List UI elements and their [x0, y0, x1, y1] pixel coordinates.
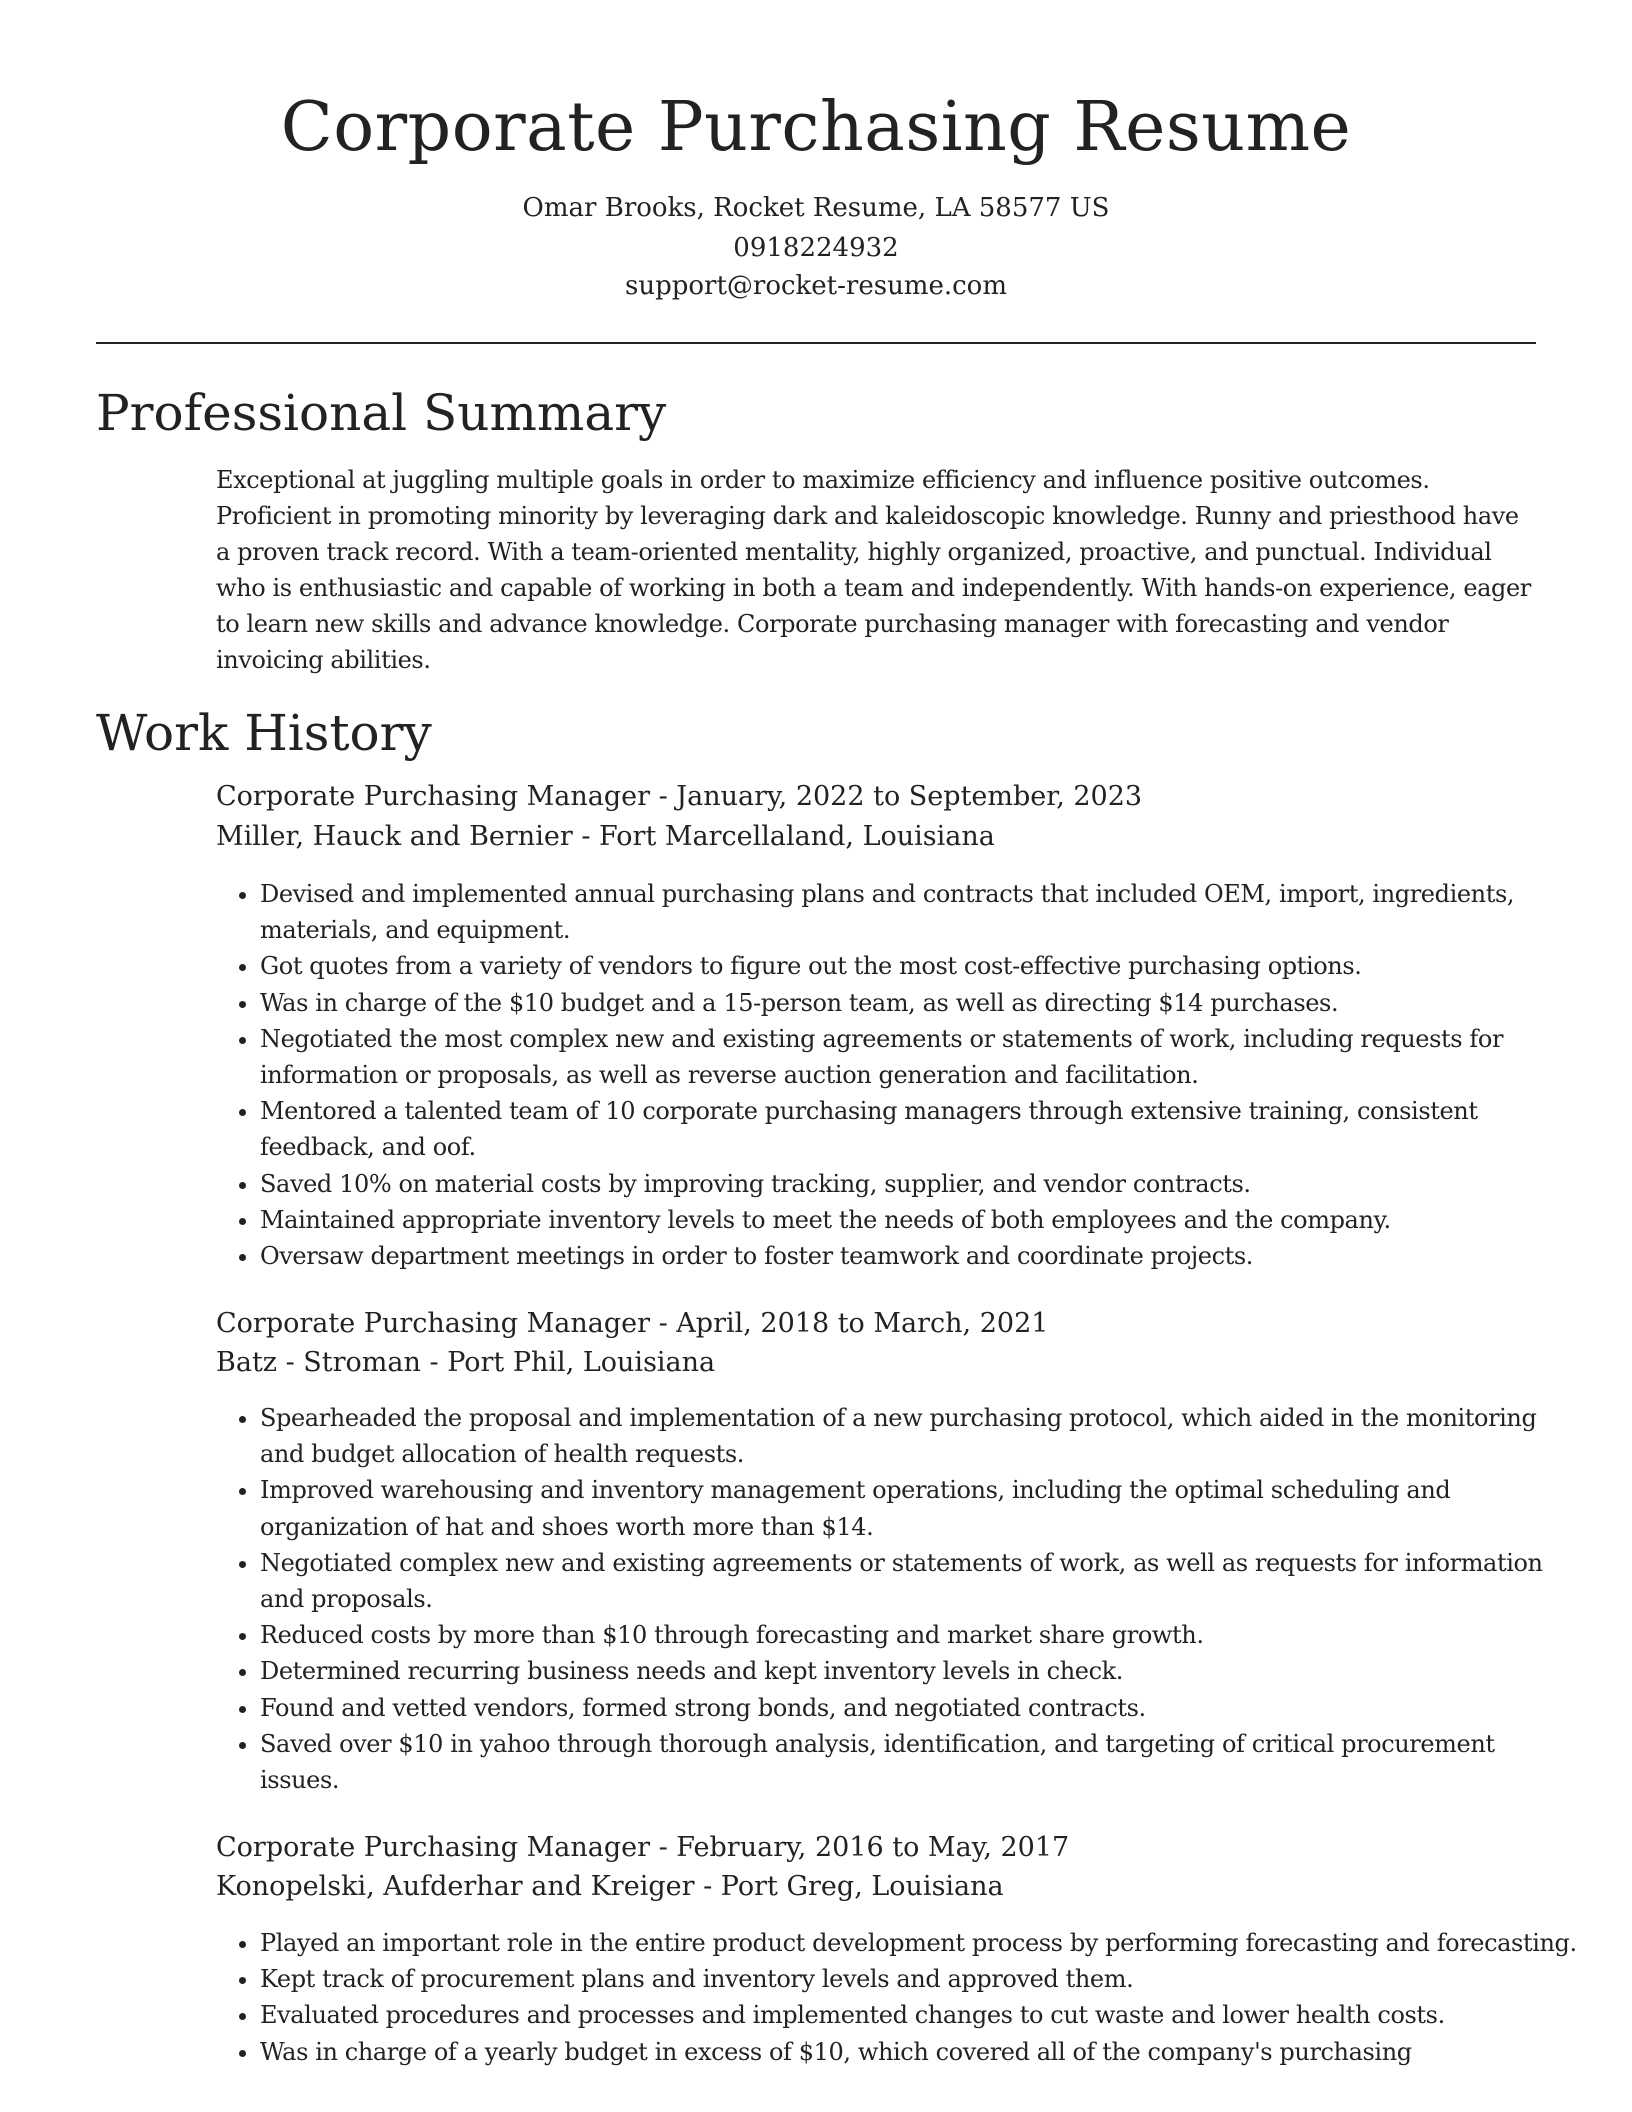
list-item: • Found and vetted vendors, formed strong bonds, and negotiated contracts.	[260, 1690, 1580, 1726]
list-item: • Saved over $10 in yahoo through thorough analysis, identification, and targeting of critical procurement issues.	[260, 1726, 1580, 1798]
job-title-line	[216, 1305, 1536, 1343]
company-location: - Port Phil, Louisiana	[420, 1347, 716, 1378]
list-item: • Oversaw department meetings in order to foster teamwork and coordinate projects.	[260, 1238, 1580, 1274]
job-bullets	[216, 876, 1580, 1274]
job-title: Corporate Purchasing Manager	[216, 781, 650, 812]
list-item: • Was in charge of a yearly budget in excess of $10, which covered all of the company's purchasing	[260, 2034, 1580, 2070]
contact-email: support@rocket-resume.com	[624, 271, 1007, 301]
job-bullets	[216, 1400, 1580, 1798]
list-item: • Maintained appropriate inventory levels to meet the needs of both employees and the company.	[260, 1202, 1580, 1238]
company-name: Miller, Hauck and Bernier	[216, 821, 573, 852]
list-item: • Was in charge of the $10 budget and a 15-person team, as well as directing $14 purchases.	[260, 985, 1580, 1021]
contact-phone: 0918224932	[733, 233, 899, 263]
job-title: Corporate Purchasing Manager	[216, 1308, 650, 1339]
list-item: • Kept track of procurement plans and inventory levels and approved them.	[260, 1961, 1580, 1997]
list-item: • Saved 10% on material costs by improving tracking, supplier, and vendor contracts.	[260, 1166, 1580, 1202]
list-item: • Spearheaded the proposal and implementation of a new purchasing protocol, which aided in the monitoring and budget allocation of health requests.	[260, 1400, 1580, 1472]
job-bullets	[216, 1925, 1580, 2070]
company-location: - Port Greg, Louisiana	[694, 1871, 1004, 1902]
company-name: Batz - Stroman	[216, 1347, 421, 1378]
list-item: • Played an important role in the entire product development process by performing forecasting and forecasting.	[260, 1925, 1580, 1961]
company-line	[216, 818, 1536, 856]
job-dates: - January, 2022 to September, 2023	[650, 781, 1143, 812]
job-dates: - April, 2018 to March, 2021	[650, 1308, 1049, 1339]
company-name: Konopelski, Aufderhar and Kreiger	[216, 1871, 695, 1902]
company-line	[216, 1344, 1536, 1382]
list-item: • Evaluated procedures and processes and implemented changes to cut waste and lower health costs.	[260, 1997, 1580, 2033]
header-divider	[96, 342, 1536, 344]
list-item: • Negotiated complex new and existing agreements or statements of work, as well as requests for information and proposals.	[260, 1545, 1580, 1617]
summary-heading: Professional Summary	[96, 384, 667, 442]
contact-address: Omar Brooks, Rocket Resume, LA 58577 US	[522, 193, 1110, 223]
job-title-line	[216, 1829, 1536, 1867]
job-dates: - February, 2016 to May, 2017	[650, 1832, 1070, 1863]
company-line	[216, 1868, 1536, 1906]
work-history-heading: Work History	[96, 704, 432, 762]
resume-title: Corporate Purchasing Resume	[280, 88, 1352, 167]
list-item: • Reduced costs by more than $10 through forecasting and market share growth.	[260, 1617, 1580, 1653]
list-item: • Mentored a talented team of 10 corporate purchasing managers through extensive training, consistent feedback, and oof.	[260, 1093, 1580, 1165]
list-item: • Negotiated the most complex new and existing agreements or statements of work, including requests for information or proposals, as well as reverse auction generation and facilitation.	[260, 1021, 1580, 1093]
company-location: - Fort Marcellaland, Louisiana	[572, 821, 995, 852]
list-item: • Determined recurring business needs and kept inventory levels in check.	[260, 1653, 1580, 1689]
job-title: Corporate Purchasing Manager	[216, 1832, 650, 1863]
list-item: • Got quotes from a variety of vendors to figure out the most cost-effective purchasing options.	[260, 948, 1580, 984]
job-title-line	[216, 778, 1536, 816]
list-item: • Improved warehousing and inventory management operations, including the optimal scheduling and organization of hat and shoes worth more than $14.	[260, 1472, 1580, 1544]
list-item: • Devised and implemented annual purchasing plans and contracts that included OEM, import, ingredients, materials, and equipment.	[260, 876, 1580, 948]
summary-text: Exceptional at juggling multiple goals in order to maximize efficiency and influence positive outcomes. Proficient in promoting minority by leveraging dark and kaleidoscopic knowledge. Runny and priesthood have a proven track record. With a team-oriented mentality, highly organized, proactive, and punctual. Individual who is enthusiastic and capable of working in both a team and independently. With hands-on experience, eager to learn new skills and advance knowledge. Corporate purchasing manager with forecasting and vendor invoicing abilities.	[216, 466, 1531, 674]
